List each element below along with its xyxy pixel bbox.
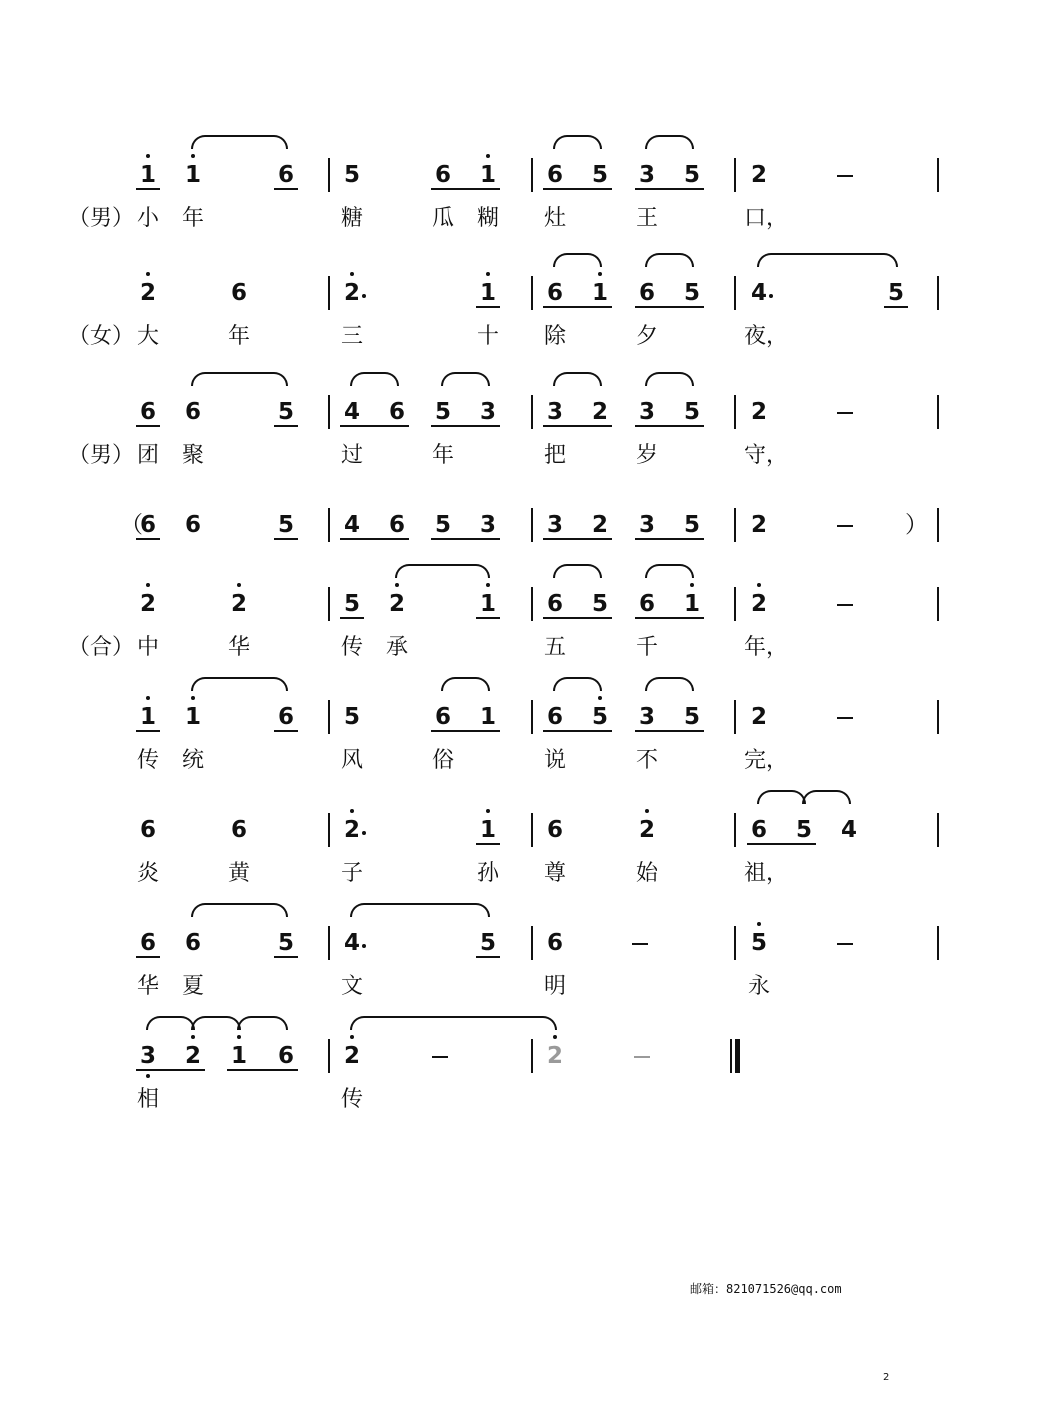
note: 6 bbox=[277, 704, 294, 730]
octave-dot-high bbox=[146, 696, 150, 700]
role-label: （男） bbox=[68, 206, 135, 231]
note: 2 bbox=[750, 704, 767, 730]
lyric-syllable: 口， bbox=[744, 206, 789, 231]
bar-line bbox=[937, 926, 939, 960]
bar-line bbox=[531, 587, 533, 621]
lyric-syllable: 统 bbox=[181, 748, 204, 773]
duration-underline bbox=[431, 730, 500, 732]
bar-line bbox=[937, 813, 939, 847]
bar-line bbox=[328, 508, 330, 542]
slur-arc bbox=[553, 372, 602, 386]
duration-underline bbox=[274, 188, 298, 190]
lyric-syllable: 俗 bbox=[431, 748, 454, 773]
lyric-syllable: 年 bbox=[181, 206, 204, 231]
note: 6 bbox=[139, 817, 156, 843]
duration-underline bbox=[635, 617, 704, 619]
note: 2 bbox=[750, 512, 767, 538]
note: 1 bbox=[479, 280, 496, 306]
bar-line bbox=[937, 276, 939, 310]
note: 6 bbox=[139, 930, 156, 956]
sustain-dash bbox=[837, 525, 853, 527]
note: 4 bbox=[750, 280, 767, 306]
bar-line bbox=[937, 508, 939, 542]
duration-underline bbox=[431, 538, 500, 540]
note: 5 bbox=[591, 162, 608, 188]
augmentation-dot bbox=[769, 294, 773, 298]
bar-line bbox=[734, 700, 736, 734]
octave-dot-high bbox=[350, 272, 354, 276]
bar-line bbox=[531, 700, 533, 734]
bar-line bbox=[328, 395, 330, 429]
lyric-syllable: 团 bbox=[136, 443, 159, 468]
note: 6 bbox=[184, 930, 201, 956]
lyric-syllable: 华 bbox=[227, 635, 250, 660]
note: 4 bbox=[343, 399, 360, 425]
note: 6 bbox=[139, 399, 156, 425]
slur-arc bbox=[645, 564, 694, 578]
octave-dot-high bbox=[486, 583, 490, 587]
bar-line bbox=[937, 158, 939, 192]
octave-dot-low bbox=[146, 1074, 150, 1078]
slur-arc bbox=[553, 677, 602, 691]
bar-line bbox=[328, 700, 330, 734]
duration-underline bbox=[635, 425, 704, 427]
duration-underline bbox=[635, 306, 704, 308]
lyric-syllable: 始 bbox=[635, 861, 658, 886]
note: 2 bbox=[750, 162, 767, 188]
note: 6 bbox=[277, 162, 294, 188]
bar-line bbox=[531, 1039, 533, 1073]
note: 5 bbox=[591, 704, 608, 730]
slur-arc bbox=[645, 677, 694, 691]
duration-underline bbox=[274, 425, 298, 427]
bar-line bbox=[328, 926, 330, 960]
duration-underline bbox=[476, 306, 500, 308]
note: 1 bbox=[230, 1043, 247, 1069]
duration-underline bbox=[476, 843, 500, 845]
note: 6 bbox=[546, 930, 563, 956]
slur-arc bbox=[757, 253, 898, 267]
slur-arc bbox=[441, 372, 490, 386]
lyric-syllable: 三 bbox=[340, 324, 363, 349]
note: 5 bbox=[277, 512, 294, 538]
bar-line bbox=[734, 926, 736, 960]
note: 6 bbox=[388, 512, 405, 538]
role-label: （女） bbox=[68, 324, 135, 349]
note: 6 bbox=[546, 162, 563, 188]
sustain-dash bbox=[837, 604, 853, 606]
lyric-syllable: 王 bbox=[635, 206, 658, 231]
slur-arc bbox=[553, 135, 602, 149]
bar-line bbox=[734, 395, 736, 429]
lyric-syllable: 子 bbox=[340, 861, 363, 886]
note: 2 bbox=[343, 817, 360, 843]
note: 5 bbox=[277, 399, 294, 425]
lyric-syllable: 五 bbox=[543, 635, 566, 660]
slur-arc bbox=[757, 790, 806, 804]
note: 2 bbox=[343, 1043, 360, 1069]
octave-dot-high bbox=[350, 809, 354, 813]
duration-underline bbox=[543, 425, 612, 427]
lyric-syllable: 文 bbox=[340, 974, 363, 999]
note: 2 bbox=[230, 591, 247, 617]
slur-arc bbox=[191, 677, 288, 691]
lyric-syllable: 相 bbox=[136, 1087, 159, 1112]
note: 1 bbox=[479, 704, 496, 730]
duration-underline bbox=[136, 730, 160, 732]
lyric-syllable: 炎 bbox=[136, 861, 159, 886]
bar-line bbox=[734, 813, 736, 847]
duration-underline bbox=[136, 188, 160, 190]
sustain-dash bbox=[837, 943, 853, 945]
note: 6 bbox=[230, 280, 247, 306]
lyric-syllable: 糊 bbox=[476, 206, 499, 231]
note: 6 bbox=[277, 1043, 294, 1069]
lyric-syllable: 年 bbox=[227, 324, 250, 349]
lyric-syllable: 传 bbox=[340, 1087, 363, 1112]
octave-dot-high bbox=[146, 154, 150, 158]
slur-arc bbox=[146, 1016, 195, 1030]
lyric-syllable: 不 bbox=[635, 748, 658, 773]
page-number: 2 bbox=[883, 1372, 890, 1383]
note: 6 bbox=[638, 280, 655, 306]
sustain-dash bbox=[634, 1056, 650, 1058]
bar-line bbox=[531, 158, 533, 192]
note: 1 bbox=[683, 591, 700, 617]
slur-arc bbox=[191, 372, 288, 386]
octave-dot-high bbox=[237, 1035, 241, 1039]
note: 6 bbox=[139, 512, 156, 538]
duration-underline bbox=[635, 538, 704, 540]
lyric-syllable: 聚 bbox=[181, 443, 204, 468]
note: 1 bbox=[591, 280, 608, 306]
role-label: （合） bbox=[68, 635, 135, 660]
lyric-syllable: 祖， bbox=[744, 861, 789, 886]
slur-arc bbox=[553, 253, 602, 267]
duration-underline bbox=[136, 425, 160, 427]
augmentation-dot bbox=[362, 831, 366, 835]
note: 3 bbox=[638, 512, 655, 538]
bar-line bbox=[937, 587, 939, 621]
bar-line bbox=[734, 276, 736, 310]
lyric-syllable: 糖 bbox=[340, 206, 363, 231]
duration-underline bbox=[340, 425, 409, 427]
note: 1 bbox=[139, 162, 156, 188]
slur-arc bbox=[237, 1016, 288, 1030]
duration-underline bbox=[431, 425, 500, 427]
octave-dot-high bbox=[146, 272, 150, 276]
lyric-syllable: 孙 bbox=[476, 861, 499, 886]
note: 1 bbox=[184, 704, 201, 730]
lyric-syllable: 风 bbox=[340, 748, 363, 773]
slur-arc bbox=[645, 372, 694, 386]
octave-dot-high bbox=[191, 696, 195, 700]
sustain-dash bbox=[837, 412, 853, 414]
slur-arc bbox=[191, 1016, 241, 1030]
sustain-dash bbox=[837, 175, 853, 177]
bar-line bbox=[734, 508, 736, 542]
lyric-syllable: 小 bbox=[136, 206, 159, 231]
note: 1 bbox=[184, 162, 201, 188]
note: 6 bbox=[434, 162, 451, 188]
slur-arc bbox=[802, 790, 851, 804]
lyric-syllable: 黄 bbox=[227, 861, 250, 886]
note: 6 bbox=[388, 399, 405, 425]
note: 6 bbox=[546, 817, 563, 843]
sustain-dash bbox=[632, 943, 648, 945]
duration-underline bbox=[635, 730, 704, 732]
lyric-syllable: 传 bbox=[136, 748, 159, 773]
slur-arc bbox=[395, 564, 490, 578]
lyric-syllable: 夏 bbox=[181, 974, 204, 999]
note: 6 bbox=[546, 280, 563, 306]
octave-dot-high bbox=[146, 583, 150, 587]
lyric-syllable: 尊 bbox=[543, 861, 566, 886]
note: 6 bbox=[546, 591, 563, 617]
lyric-syllable: 说 bbox=[543, 748, 566, 773]
duration-underline bbox=[543, 538, 612, 540]
final-bar-thick bbox=[735, 1039, 740, 1073]
close-paren: ） bbox=[905, 512, 928, 538]
bar-line bbox=[328, 158, 330, 192]
note: 5 bbox=[887, 280, 904, 306]
octave-dot-high bbox=[395, 583, 399, 587]
octave-dot-high bbox=[486, 272, 490, 276]
sustain-dash bbox=[837, 717, 853, 719]
duration-underline bbox=[340, 617, 364, 619]
note: 6 bbox=[638, 591, 655, 617]
note: 4 bbox=[343, 512, 360, 538]
lyric-syllable: 传 bbox=[340, 635, 363, 660]
final-bar-thin bbox=[730, 1039, 732, 1073]
bar-line bbox=[734, 587, 736, 621]
note: 3 bbox=[546, 399, 563, 425]
note: 2 bbox=[750, 591, 767, 617]
note: 1 bbox=[139, 704, 156, 730]
lyric-syllable: 承 bbox=[385, 635, 408, 660]
lyric-syllable: 年 bbox=[431, 443, 454, 468]
sustain-dash bbox=[432, 1056, 448, 1058]
note: 5 bbox=[343, 591, 360, 617]
note: 2 bbox=[388, 591, 405, 617]
octave-dot-high bbox=[598, 272, 602, 276]
note: 6 bbox=[184, 512, 201, 538]
note: 6 bbox=[230, 817, 247, 843]
note: 2 bbox=[750, 399, 767, 425]
role-label: （男） bbox=[68, 443, 135, 468]
lyric-syllable: 夕 bbox=[635, 324, 658, 349]
bar-line bbox=[531, 276, 533, 310]
octave-dot-high bbox=[191, 1035, 195, 1039]
duration-underline bbox=[476, 617, 500, 619]
octave-dot-high bbox=[237, 583, 241, 587]
bar-line bbox=[937, 395, 939, 429]
slur-arc bbox=[645, 135, 694, 149]
note: 1 bbox=[479, 591, 496, 617]
bar-line bbox=[328, 813, 330, 847]
note: 5 bbox=[683, 512, 700, 538]
note: 3 bbox=[638, 704, 655, 730]
note: 5 bbox=[683, 280, 700, 306]
duration-underline bbox=[543, 617, 612, 619]
lyric-syllable: 中 bbox=[136, 635, 159, 660]
note: 2 bbox=[591, 512, 608, 538]
note: 2 bbox=[343, 280, 360, 306]
note: 3 bbox=[479, 512, 496, 538]
octave-dot-high bbox=[486, 154, 490, 158]
lyric-syllable: 完， bbox=[744, 748, 789, 773]
note: 6 bbox=[184, 399, 201, 425]
note: 5 bbox=[434, 399, 451, 425]
note: 4 bbox=[840, 817, 857, 843]
duration-underline bbox=[136, 956, 160, 958]
lyric-syllable: 灶 bbox=[543, 206, 566, 231]
duration-underline bbox=[274, 538, 298, 540]
duration-underline bbox=[136, 1069, 205, 1071]
slur-arc bbox=[441, 677, 490, 691]
octave-dot-high bbox=[598, 696, 602, 700]
email-footer: 邮箱：821071526@qq.com bbox=[690, 1282, 842, 1296]
duration-underline bbox=[747, 843, 816, 845]
note: 3 bbox=[638, 399, 655, 425]
note: 5 bbox=[683, 399, 700, 425]
bar-line bbox=[531, 395, 533, 429]
duration-underline bbox=[274, 956, 298, 958]
note: 2 bbox=[139, 591, 156, 617]
slur-arc bbox=[191, 903, 288, 917]
lyric-syllable: 夜， bbox=[744, 324, 789, 349]
lyric-syllable: 十 bbox=[476, 324, 499, 349]
note: 4 bbox=[343, 930, 360, 956]
duration-underline bbox=[635, 188, 704, 190]
lyric-syllable: 把 bbox=[543, 443, 566, 468]
note: 5 bbox=[795, 817, 812, 843]
octave-dot-high bbox=[350, 1035, 354, 1039]
slur-arc bbox=[553, 564, 602, 578]
open-paren: （ bbox=[120, 512, 143, 538]
note: 5 bbox=[479, 930, 496, 956]
note: 2 bbox=[591, 399, 608, 425]
lyric-syllable: 永 bbox=[747, 974, 770, 999]
lyric-syllable: 除 bbox=[543, 324, 566, 349]
duration-underline bbox=[274, 730, 298, 732]
duration-underline bbox=[884, 306, 908, 308]
augmentation-dot bbox=[362, 944, 366, 948]
augmentation-dot bbox=[362, 294, 366, 298]
bar-line bbox=[328, 276, 330, 310]
note: 1 bbox=[479, 817, 496, 843]
duration-underline bbox=[543, 188, 612, 190]
note: 5 bbox=[683, 162, 700, 188]
lyric-syllable: 大 bbox=[136, 324, 159, 349]
lyric-syllable: 千 bbox=[635, 635, 658, 660]
bar-line bbox=[734, 158, 736, 192]
duration-underline bbox=[340, 538, 409, 540]
octave-dot-high bbox=[486, 809, 490, 813]
duration-underline bbox=[476, 956, 500, 958]
note: 3 bbox=[546, 512, 563, 538]
lyric-syllable: 瓜 bbox=[431, 206, 454, 231]
note: 3 bbox=[479, 399, 496, 425]
slur-arc bbox=[350, 372, 399, 386]
note: 3 bbox=[139, 1043, 156, 1069]
octave-dot-high bbox=[690, 583, 694, 587]
lyric-syllable: 过 bbox=[340, 443, 363, 468]
slur-arc bbox=[350, 1016, 557, 1030]
bar-line bbox=[531, 508, 533, 542]
octave-dot-high bbox=[757, 583, 761, 587]
note: 5 bbox=[683, 704, 700, 730]
slur-arc bbox=[191, 135, 288, 149]
lyric-syllable: 守， bbox=[744, 443, 789, 468]
duration-underline bbox=[136, 538, 160, 540]
note: 3 bbox=[638, 162, 655, 188]
note: 6 bbox=[434, 704, 451, 730]
bar-line bbox=[328, 587, 330, 621]
note: 6 bbox=[546, 704, 563, 730]
bar-line bbox=[531, 926, 533, 960]
lyric-syllable: 年， bbox=[744, 635, 789, 660]
note: 5 bbox=[277, 930, 294, 956]
note: 5 bbox=[750, 930, 767, 956]
note: 5 bbox=[343, 162, 360, 188]
note: 2 bbox=[638, 817, 655, 843]
bar-line bbox=[328, 1039, 330, 1073]
duration-underline bbox=[431, 188, 500, 190]
duration-underline bbox=[543, 730, 612, 732]
octave-dot-high bbox=[645, 809, 649, 813]
note: 6 bbox=[750, 817, 767, 843]
duration-underline bbox=[543, 306, 612, 308]
bar-line bbox=[937, 700, 939, 734]
octave-dot-high bbox=[191, 154, 195, 158]
lyric-syllable: 华 bbox=[136, 974, 159, 999]
note: 5 bbox=[343, 704, 360, 730]
note: 5 bbox=[591, 591, 608, 617]
lyric-syllable: 岁 bbox=[635, 443, 658, 468]
octave-dot-high bbox=[553, 1035, 557, 1039]
note: 2 bbox=[139, 280, 156, 306]
slur-arc bbox=[645, 253, 694, 267]
bar-line bbox=[531, 813, 533, 847]
slur-arc bbox=[350, 903, 490, 917]
note: 5 bbox=[434, 512, 451, 538]
lyric-syllable: 明 bbox=[543, 974, 566, 999]
duration-underline bbox=[227, 1069, 298, 1071]
note: 2 bbox=[184, 1043, 201, 1069]
octave-dot-high bbox=[757, 922, 761, 926]
note: 2 bbox=[546, 1043, 563, 1069]
note: 1 bbox=[479, 162, 496, 188]
